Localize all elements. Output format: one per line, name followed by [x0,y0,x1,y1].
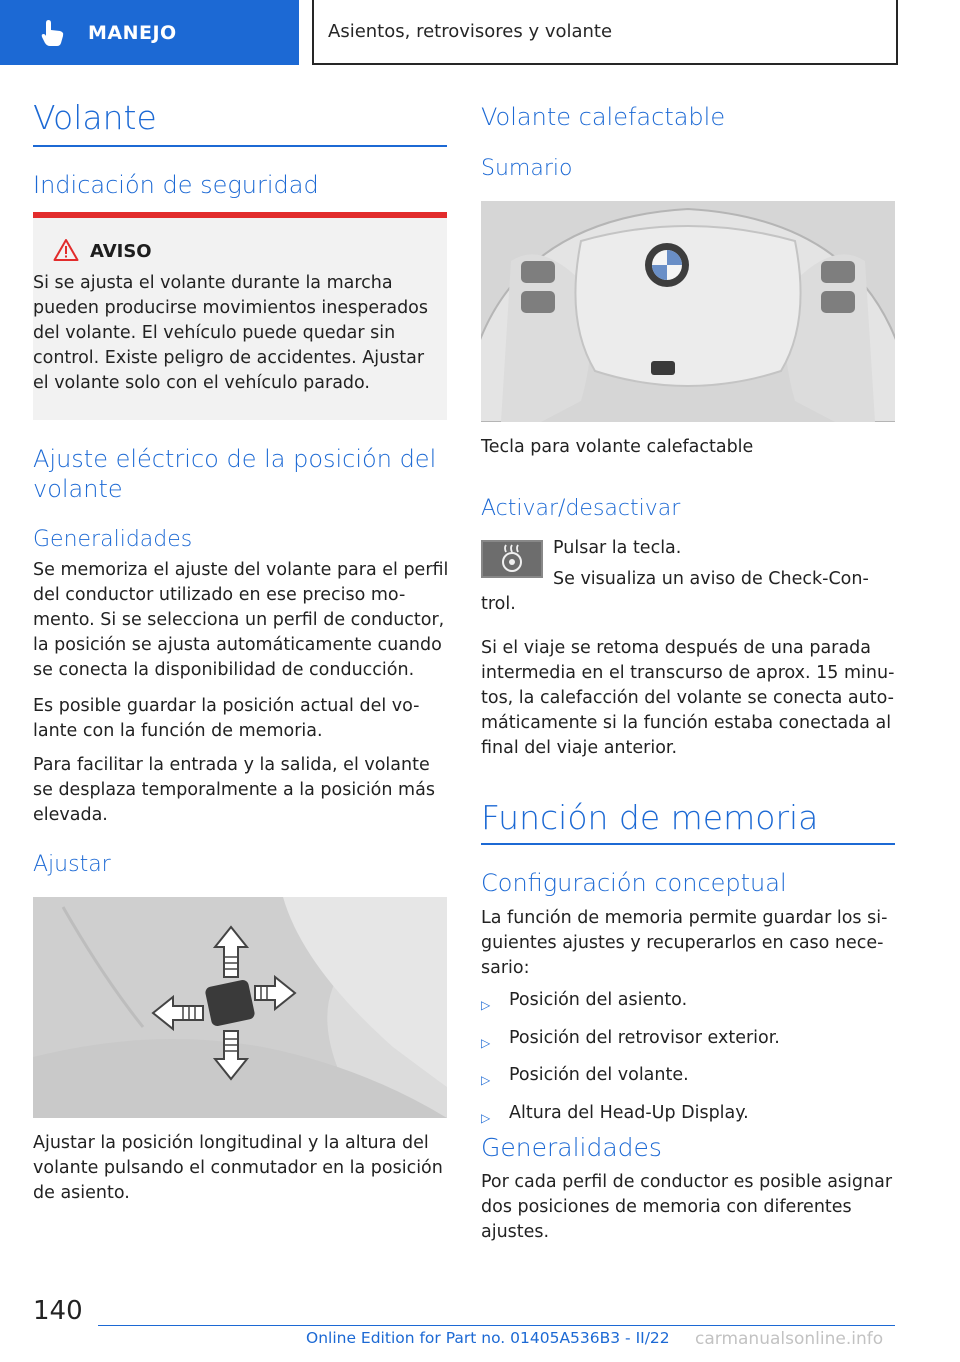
triangle-bullet-icon: ▷ [481,1110,491,1125]
memory-rule [481,843,895,845]
edition-text: Online Edition for Part no. 01405A536B3 - II/22 [306,1329,670,1347]
adjust-switch-image [33,897,447,1118]
summary-caption: Tecla para volante calefactable [481,437,754,457]
paragraph-profile: Se memoriza el ajuste del volante para el perfil del conductor utilizado en ese preciso mo- mento. Si se selecciona un perfil de conductor, la posición se ajusta automáticamente cuando se conecta la disponibilidad de conducción. [33,560,449,680]
warning-label: AVISO [90,241,152,262]
heated-wheel-button-icon [481,540,543,578]
paragraph-memory: Es posible guardar la posición actual del vo- lante con la función de memoria. [33,696,420,741]
toggle-line-1: Pulsar la tecla. [553,538,682,558]
page-number: 140 [33,1296,83,1326]
toggle-line-3: trol. [481,594,516,614]
list-item: ▷ Altura del Head-Up Display. [481,1101,895,1131]
concept-paragraph: La función de memoria permite guardar los si- guientes ajustes y recuperarlos en caso nece- sario: [481,908,888,978]
concept-heading: Configuración conceptual [481,869,787,897]
paragraph-resume: Si el viaje se retoma después de una parada intermedia en el transcurso de aprox. 15 minu- tos, la calefacción del volante se conecta auto- máticamente si la función estaba conectada al final del viaje anterior. [481,638,895,758]
section-tab [0,0,299,65]
adjust-caption: Ajustar la posición longitudinal y la altura del volante pulsando el conmutador en la posición de asiento. [33,1133,443,1203]
watermark: carmanualsonline.info [695,1329,884,1349]
memory-list [481,988,895,1131]
general-heading-right: Generalidades [481,1133,662,1162]
list-item: ▷ Posición del volante. [481,1063,895,1093]
general-heading-left: Generalidades [33,527,193,552]
warning-icon [53,238,79,262]
footer-rule [98,1325,895,1326]
chapter-tab [312,0,898,65]
triangle-bullet-icon: ▷ [481,998,491,1012]
heated-heading: Volante calefactable [481,103,726,131]
triangle-bullet-icon: ▷ [481,1035,491,1050]
list-item: ▷ Posición del retrovisor exterior. [481,1026,895,1056]
warning-text: Si se ajusta el volante durante la marcha pueden producirse movimientos inesperados del volante. El vehículo puede quedar sin control. Existe peligro de accidentes. Ajustar el volante solo con el vehículo parado. [33,273,428,393]
title-rule [33,145,447,147]
triangle-bullet-icon: ▷ [481,1073,491,1087]
safety-heading: Indicación de seguridad [33,171,319,199]
page-title: Volante [33,98,157,137]
toggle-heading: Activar/desactivar [481,496,681,521]
summary-heading: Sumario [481,156,573,181]
section-label: MANEJO [88,21,177,44]
adjust-heading: Ajustar [33,852,111,877]
warning-box [33,218,447,420]
chapter-label: Asientos, retrovisores y volante [328,21,613,42]
electric-heading: Ajuste eléctrico de la posición del volante [33,445,437,503]
list-item: ▷ Posición del asiento. [481,988,895,1018]
steering-wheel-image [481,201,895,422]
paragraph-entry: Para facilitar la entrada y la salida, el volante se desplaza temporalmente a la posición más elevada. [33,755,435,825]
hand-icon [40,19,66,47]
memory-title: Función de memoria [481,798,819,837]
general-paragraph: Por cada perfil de conductor es posible asignar dos posiciones de memoria con diferentes ajustes. [481,1172,893,1242]
toggle-line-2: Se visualiza un aviso de Check-Con- [553,569,869,589]
